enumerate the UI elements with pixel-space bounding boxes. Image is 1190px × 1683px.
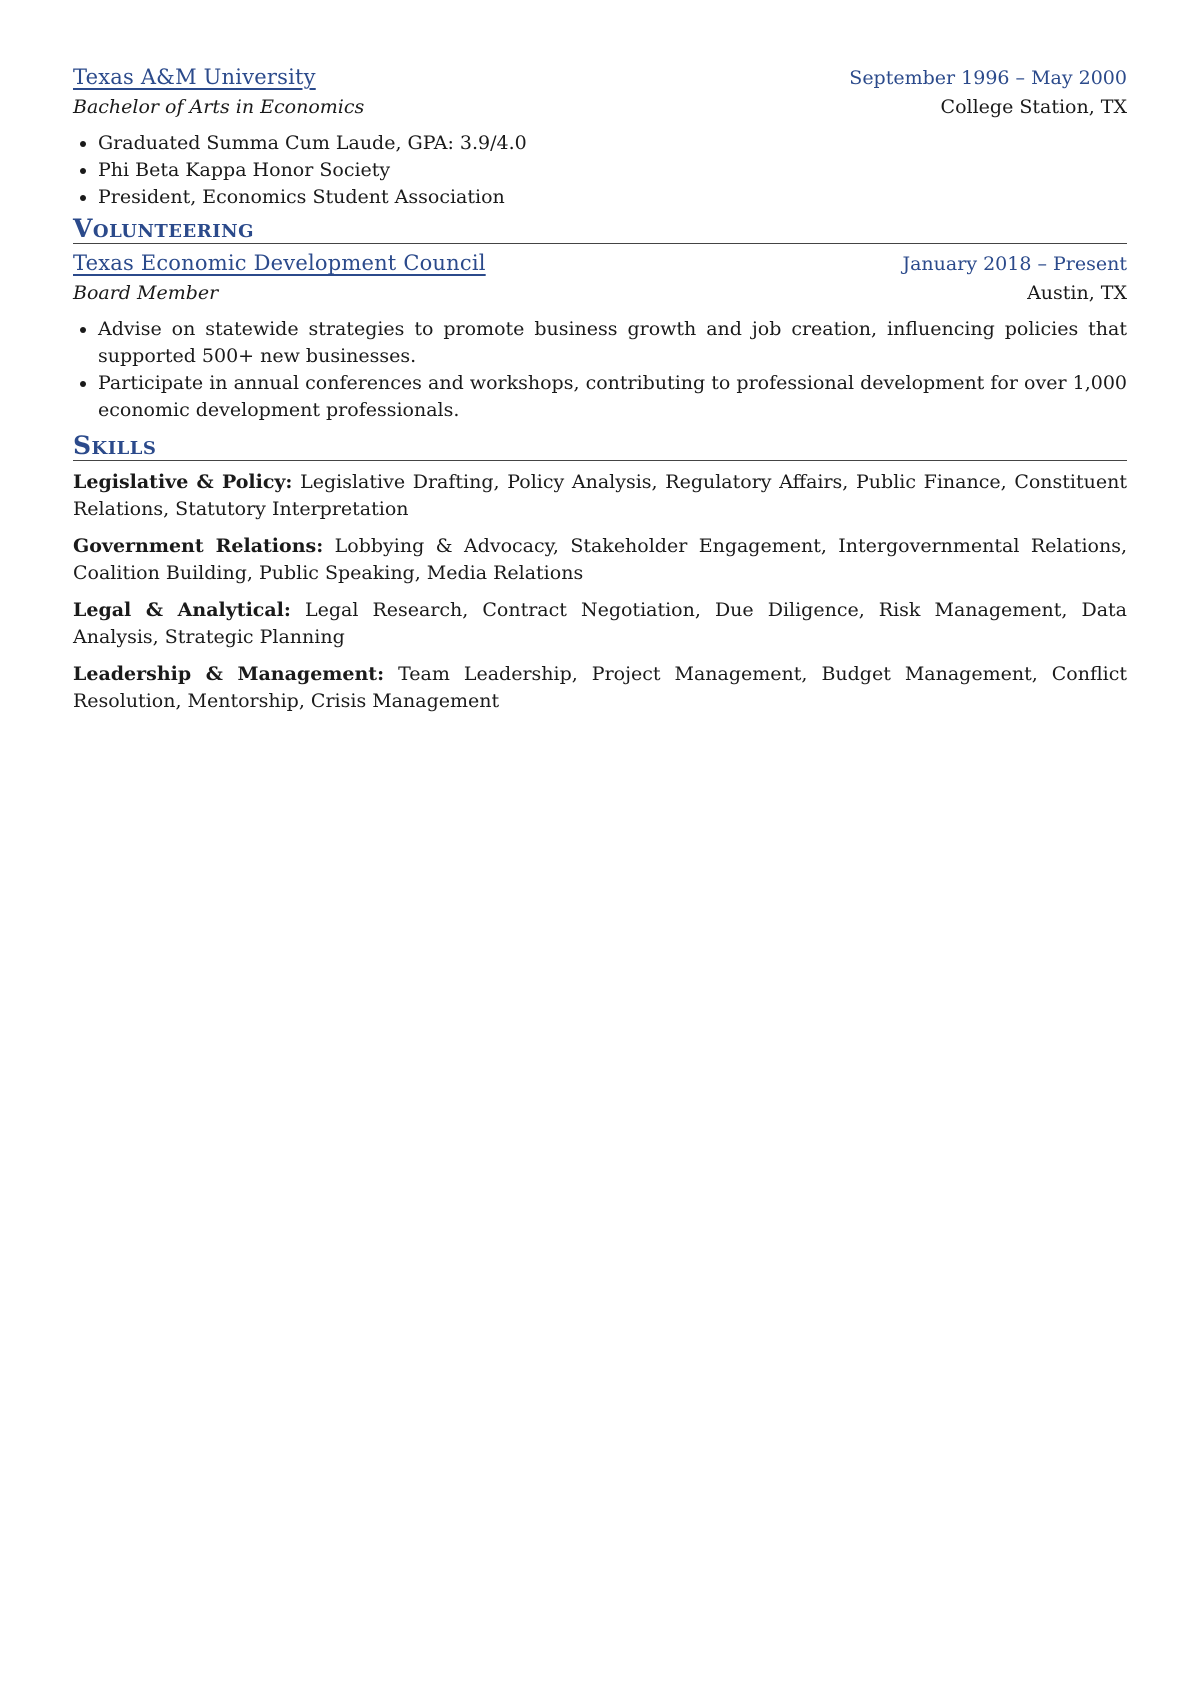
skill-text: Team Leadership, Project Management, Budget Management, Conflict Resolution, Mentorship, Crisis Management [73, 663, 1127, 712]
volunteering-section-title: Volunteering [73, 215, 1127, 244]
skill-row [73, 533, 1127, 587]
volunteering-dates: January 2018 – Present [902, 253, 1127, 275]
education-header [73, 64, 1127, 92]
skill-row [73, 469, 1127, 523]
skill-text: Legislative Drafting, Policy Analysis, Regulatory Affairs, Public Finance, Constituent Relations, Statutory Interpretation [73, 471, 1127, 520]
education-subheader [73, 94, 1127, 121]
education-degree: Bachelor of Arts in Economics [73, 96, 365, 118]
volunteering-entry [73, 250, 1127, 424]
education-entry [73, 64, 1127, 211]
resume-page [73, 64, 1127, 715]
volunteering-bullets [73, 316, 1127, 424]
list-item: • Advise on statewide strategies to promote business growth and job creation, influencing policies that supported 500+ new businesses. [98, 316, 1127, 370]
skill-row [73, 597, 1127, 651]
skill-text: Legal Research, Contract Negotiation, Due Diligence, Risk Management, Data Analysis, Strategic Planning [73, 599, 1128, 648]
list-item: • Phi Beta Kappa Honor Society [98, 157, 1127, 184]
education-dates: September 1996 – May 2000 [849, 67, 1127, 89]
skills-list [73, 469, 1127, 715]
list-item: • President, Economics Student Association [98, 184, 1127, 211]
education-bullets [73, 130, 1127, 211]
skill-label: Legislative & Policy: [73, 471, 293, 493]
list-item: • Graduated Summa Cum Laude, GPA: 3.9/4.0 [98, 130, 1127, 157]
volunteering-subheader [73, 280, 1127, 307]
education-institution-link[interactable]: Texas A&M University [73, 65, 316, 89]
skills-section-title: Skills [73, 432, 1127, 461]
list-item: • Participate in annual conferences and workshops, contributing to professional development for over 1,000 economic development professionals. [98, 370, 1127, 424]
skill-row [73, 661, 1127, 715]
skill-label: Legal & Analytical: [73, 599, 291, 621]
volunteering-organization-link[interactable]: Texas Economic Development Council [73, 251, 486, 275]
skill-text: Lobbying & Advocacy, Stakeholder Engagement, Intergovernmental Relations, Coalition Building, Public Speaking, Media Relations [73, 535, 1127, 584]
education-location: College Station, TX [940, 96, 1127, 118]
volunteering-role: Board Member [73, 282, 219, 304]
skill-label: Leadership & Management: [73, 663, 385, 685]
volunteering-header [73, 250, 1127, 278]
volunteering-location: Austin, TX [1027, 282, 1127, 304]
skill-label: Government Relations: [73, 535, 324, 557]
